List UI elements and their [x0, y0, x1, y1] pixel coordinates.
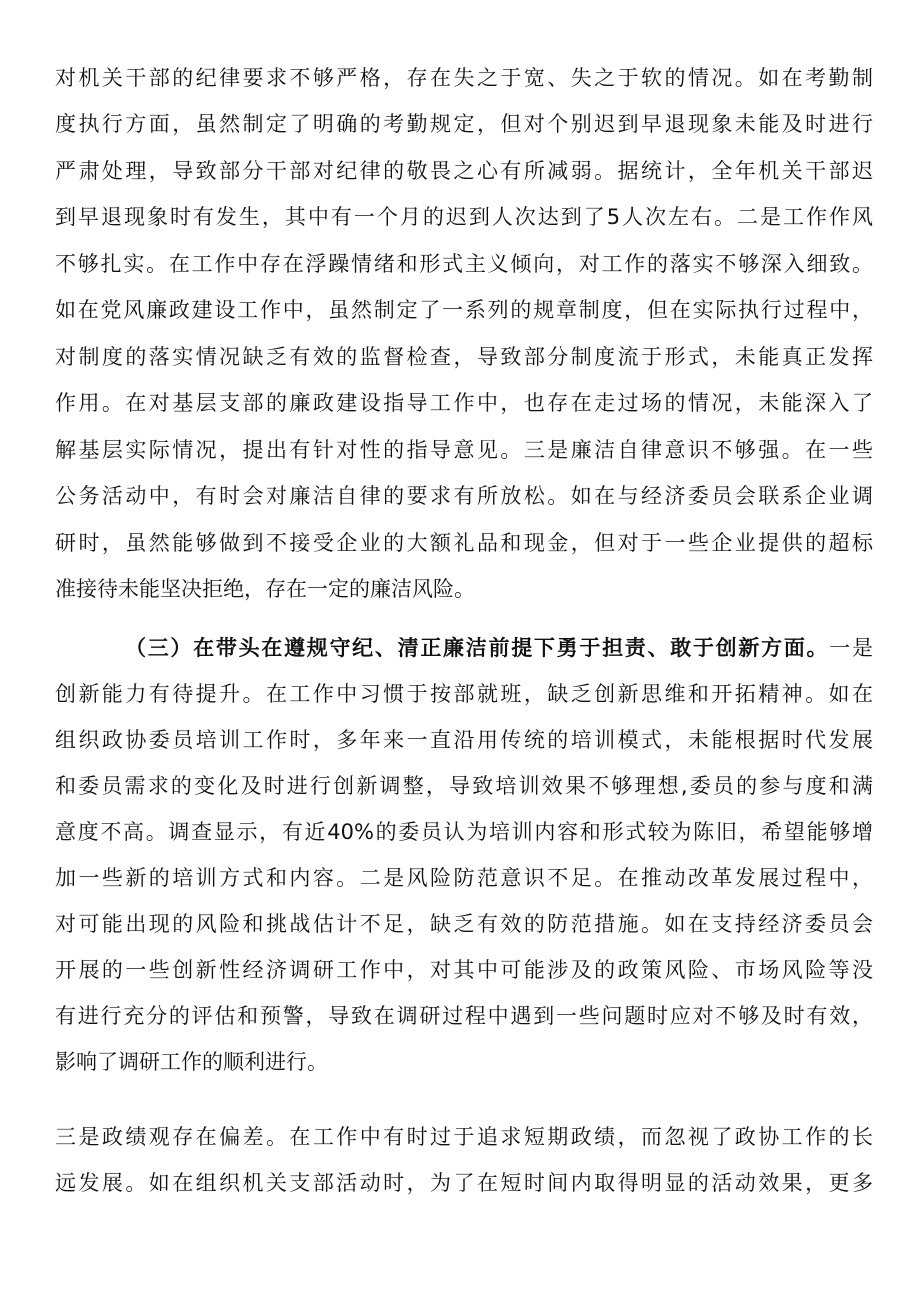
text-line: 度执行方面，虽然制定了明确的考勤规定，但对个别迟到早退现象未能及时进行 [55, 112, 873, 136]
text-line: 有进行充分的评估和预警，导致在调研过程中遇到一些问题时应对不够及时有效， [55, 1004, 873, 1028]
text-line: 对制度的落实情况缺乏有效的监督检查，导致部分制度流于形式，未能真正发挥 [55, 345, 873, 369]
section-heading: （三）在带头在遵规守纪、清正廉洁前提下勇于担责、敢于创新方面。 [125, 636, 830, 660]
text-line: 研时，虽然能够做到不接受企业的大额礼品和现金，但对于一些企业提供的超标 [55, 531, 873, 555]
text-line: 对机关干部的纪律要求不够严格，存在失之于宽、失之于软的情况。如在考勤制 [55, 66, 873, 90]
text-line: 解基层实际情况，提出有针对性的指导意见。三是廉洁自律意识不够强。在一些 [55, 438, 873, 462]
text-line: 准接待未能坚决拒绝，存在一定的廉洁风险。 [55, 577, 475, 601]
text-line: 开展的一些创新性经济调研工作中，对其中可能涉及的政策风险、市场风险等没 [55, 958, 873, 982]
text-line: 对可能出现的风险和挑战估计不足，缺乏有效的防范措施。如在支持经济委员会 [55, 912, 873, 936]
text-line: 公务活动中，有时会对廉洁自律的要求有所放松。如在与经济委员会联系企业调 [55, 484, 873, 508]
text-line: 意度不高。调查显示，有近40%的委员认为培训内容和形式较为陈旧，希望能够增 [55, 820, 873, 844]
text-line: 创新能力有待提升。在工作中习惯于按部就班，缺乏创新思维和开拓精神。如在 [55, 682, 873, 706]
heading-line-rest: 一是 [829, 636, 873, 660]
text-line: 严肃处理，导致部分干部对纪律的敬畏之心有所减弱。据统计，全年机关干部迟 [55, 159, 873, 183]
text-line: 到早退现象时有发生，其中有一个月的迟到人次达到了5人次左右。二是工作作风 [55, 205, 873, 229]
text-line: 不够扎实。在工作中存在浮躁情绪和形式主义倾向，对工作的落实不够深入细致。 [55, 252, 873, 276]
text-line: 作用。在对基层支部的廉政建设指导工作中，也存在走过场的情况，未能深入了 [55, 391, 873, 415]
text-line: 组织政协委员培训工作时，多年来一直沿用传统的培训模式，未能根据时代发展 [55, 728, 873, 752]
text-line: 远发展。如在组织机关支部活动时，为了在短时间内取得明显的活动效果，更多 [55, 1171, 873, 1195]
text-line: 影响了调研工作的顺利进行。 [55, 1050, 328, 1074]
text-line: 加一些新的培训方式和内容。二是风险防范意识不足。在推动改革发展过程中， [55, 866, 873, 890]
section-heading-line [125, 628, 873, 668]
text-line: 如在党风廉政建设工作中，虽然制定了一系列的规章制度，但在实际执行过程中， [55, 298, 873, 322]
text-line: 三是政绩观存在偏差。在工作中有时过于追求短期政绩，而忽视了政协工作的长 [55, 1125, 873, 1149]
text-line: 和委员需求的变化及时进行创新调整，导致培训效果不够理想,委员的参与度和满 [55, 774, 873, 798]
